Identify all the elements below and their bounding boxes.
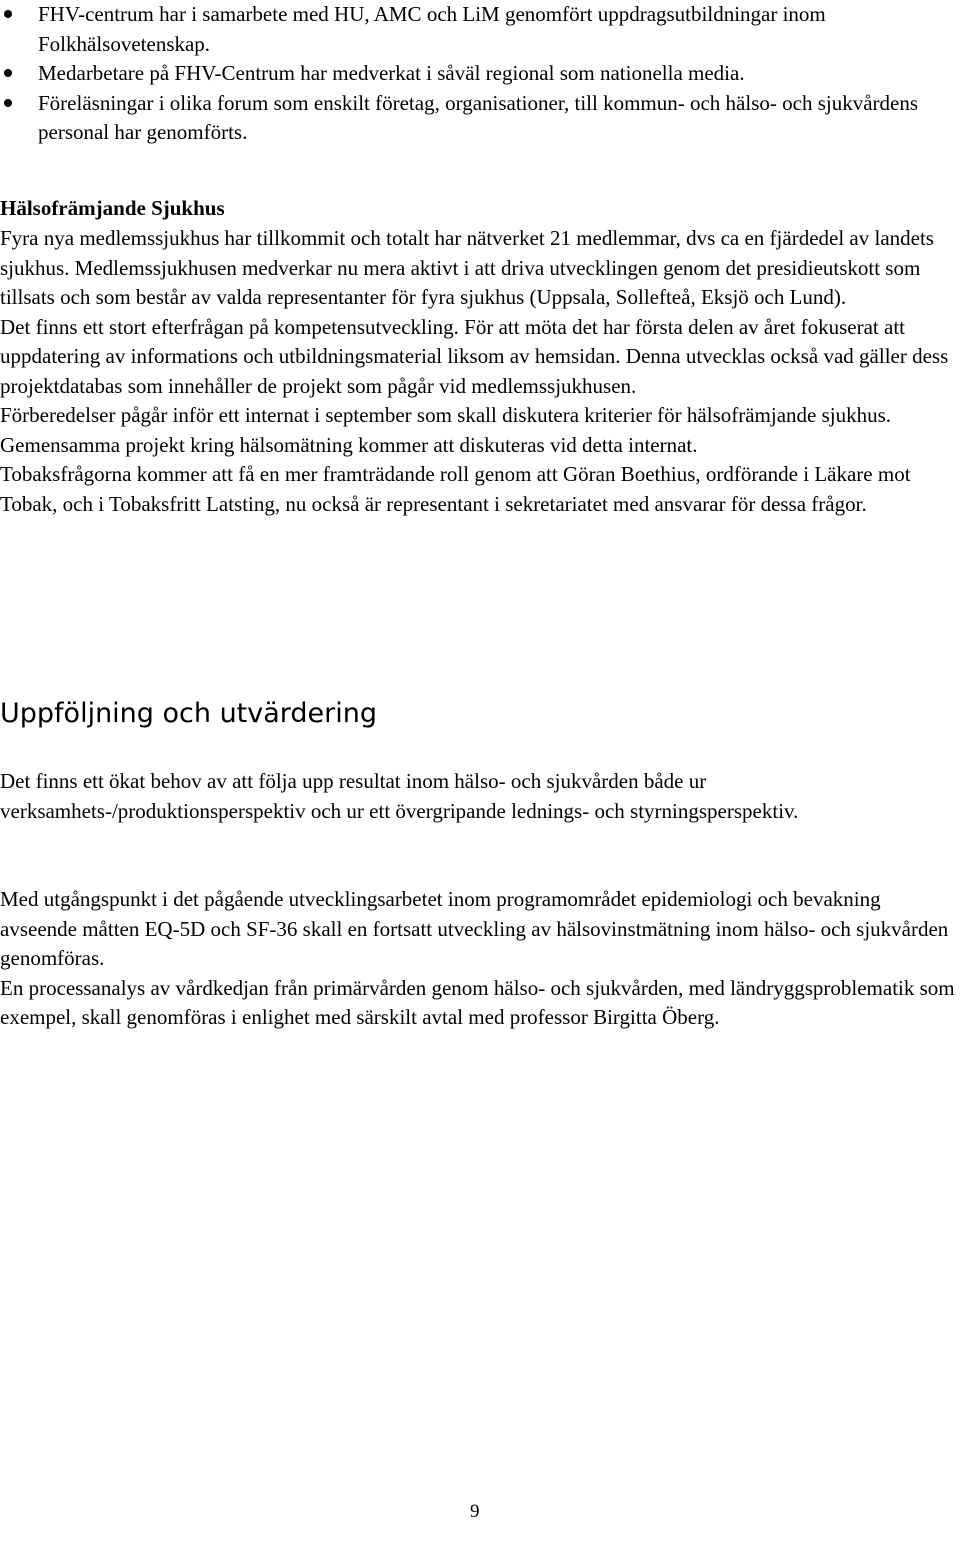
paragraph: Tobaksfrågorna kommer att få en mer framträdande roll genom att Göran Boethius, ordförande i Läkare mot Tobak, och i Tobaksfritt Latsting, nu också är representant i sekretariatet med ansvarar för dessa frågor. <box>0 462 911 516</box>
paragraph: Det finns ett stort efterfrågan på kompetensutveckling. För att möta det har första delen av året fokuserat att uppdatering av informations och utbildningsmaterial liksom av hemsidan. Denna utvecklas också vad gäller dess projektdatabas som innehåller de projekt som pågår vid medlemssjukhusen. <box>0 314 949 398</box>
page-number: 9 <box>470 1501 480 1522</box>
section-uppfoljning <box>0 767 958 826</box>
paragraph: Förberedelser pågår inför ett internat i september som skall diskutera kriterier för hälsofrämjande sjukhus. Gemensamma projekt kring hälsomätning kommer att diskuteras vid detta internat. <box>0 403 892 457</box>
list-item-text: Medarbetare på FHV-Centrum har medverkat i såväl regional som nationella media. <box>38 61 745 85</box>
bullet-list <box>0 0 960 148</box>
section-halsofrämjande-sjukhus <box>0 193 958 519</box>
section-uppfoljning-continued <box>0 885 958 1033</box>
paragraph: Med utgångspunkt i det pågående utvecklingsarbetet inom programområdet epidemiologi och bevakning avseende måtten EQ-5D och SF-36 skall en fortsatt utveckling av hälsovinstmätning inom hälso- och sjukvården genomföras. <box>0 887 949 970</box>
list-item <box>0 89 960 148</box>
list-item <box>0 0 960 59</box>
paragraph: Det finns ett ökat behov av att följa upp resultat inom hälso- och sjukvården både ur verksamhets-/produktionsperspektiv och ur ett övergripande lednings- och styrningsperspektiv. <box>0 769 799 823</box>
section-subheading: Hälsofrämjande Sjukhus <box>0 196 225 220</box>
list-item-text: FHV-centrum har i samarbete med HU, AMC och LiM genomfört uppdragsutbildningar inom Folkhälsovetenskap. <box>38 2 826 56</box>
list-item-text: Föreläsningar i olika forum som enskilt företag, organisationer, till kommun- och hälso- och sjukvårdens personal har genomförts. <box>38 90 919 144</box>
bullet-icon <box>4 69 12 77</box>
section-heading: Uppföljning och utvärdering <box>0 698 378 729</box>
bullet-icon <box>4 99 12 107</box>
paragraph: Fyra nya medlemssjukhus har tillkommit och totalt har nätverket 21 medlemmar, dvs ca en fjärdedel av landets sjukhus. Medlemssjukhusen medverkar nu mera aktivt i att driva utvecklingen genom det presidieutskott som tillsats och som består av valda representanter för fyra sjukhus (Uppsala, Sollefteå, Eksjö och Lund). <box>0 226 934 309</box>
bullet-icon <box>4 10 12 18</box>
list-item <box>0 59 960 89</box>
paragraph: En processanalys av vårdkedjan från primärvården genom hälso- och sjukvården, med ländryggsproblematik som exempel, skall genomföras i enlighet med särskilt avtal med professor Birgitta Öberg. <box>0 975 955 1029</box>
